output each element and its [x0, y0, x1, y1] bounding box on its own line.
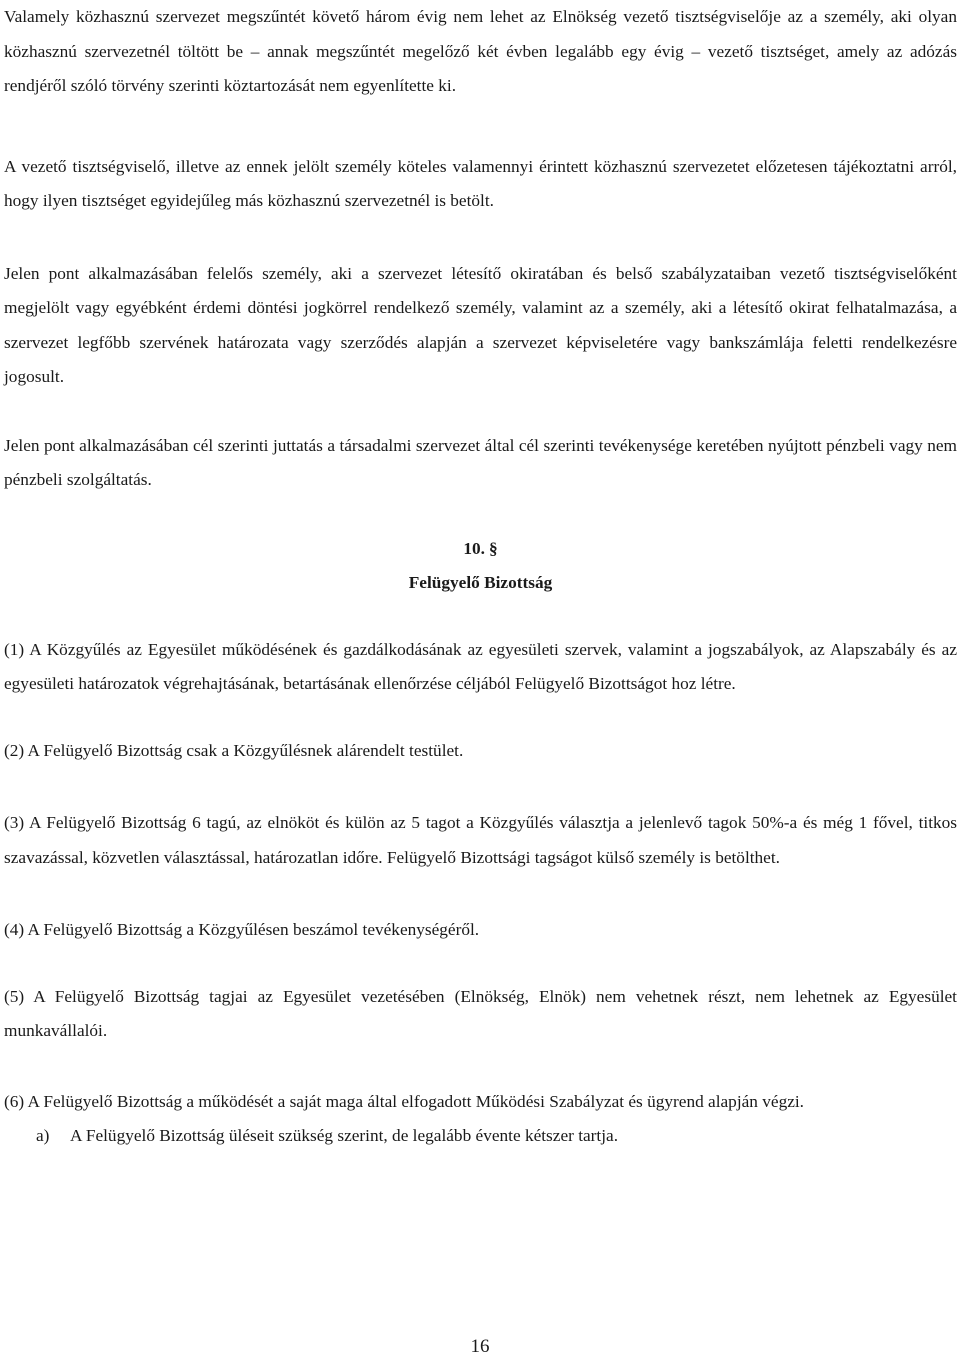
item-text: A Felügyelő Bizottság a működését a saját maga által elfogadott Működési Szabályzat és ügyrend alapján végzi. — [27, 1091, 804, 1111]
document-page — [4, 0, 957, 1154]
paragraph-purpose-benefit-definition: Jelen pont alkalmazásában cél szerinti juttatás a társadalmi szervezet által cél szerinti tevékenysége keretében nyújtott pénzbeli vagy nem pénzbeli szolgáltatás. — [4, 435, 957, 489]
item-5 — [4, 980, 957, 1049]
item-number: (6) — [4, 1091, 25, 1111]
item-number: (1) — [4, 639, 25, 659]
paragraph-responsible-person-definition: Jelen pont alkalmazásában felelős személy, aki a szervezet létesítő okiratában és belső szabályzataiban vezető tisztségviselőként megjelölt vagy egyébként érdemi döntési jogkörrel rendelkező személy, valamint az a személy, aki a létesítő okirat felhatalmazása, a szervezet legfőbb szervének határozata vagy szerződés alapján a szervezet képviseletére vagy bankszámlája feletti rendelkezésre jogosult. — [4, 263, 957, 386]
item-4 — [4, 913, 957, 948]
item-text: A Közgyűlés az Egyesület működésének és gazdálkodásának az egyesületi szervek, valamint a jogszabályok, az Alapszabály és az egyesületi határozatok végrehajtásának, betartásának ellenőrzése céljából Felügyelő Bizottságot hoz létre. — [4, 639, 957, 693]
item-number: (3) — [4, 813, 25, 832]
section-title: Felügyelő Bizottság — [408, 573, 553, 592]
item-3 — [4, 806, 957, 875]
page-number: 16 — [470, 1336, 490, 1357]
item-number: (2) — [4, 740, 25, 760]
section-number: 10. § — [4, 532, 957, 567]
sub-item-text: A Felügyelő Bizottság üléseit szükség szerint, de legalább évente kétszer tartja. — [70, 1126, 619, 1145]
sub-item-marker: a) — [36, 1126, 50, 1145]
item-text: A Felügyelő Bizottság tagjai az Egyesület vezetésében (Elnökség, Elnök) nem vehetnek részt, nem lehetnek az Egyesület munkavállalói. — [4, 986, 957, 1040]
paragraph-dissolution-rule: Valamely közhasznú szervezet megszűntét követő három évig nem lehet az Elnökség vezető tisztségviselője az a személy, aki olyan közhasznú szervezetnél töltött be – annak megszűntét megelőző két évben legalább egy évig – vezető tisztséget, amely az adózás rendjéről szóló törvény szerinti köztartozását nem egyenlítette ki. — [4, 7, 957, 95]
item-text: A Felügyelő Bizottság 6 tagú, az elnököt és külön az 5 tagot a Közgyűlés választja a jelenlevő tagok 50%-a és még 1 fővel, titkos szavazással, közvetlen választással, határozatlan időre. Felügyelő Bizottsági tagságot külső személy is betölthet. — [4, 813, 958, 867]
section-heading — [4, 532, 957, 601]
item-2 — [4, 734, 957, 769]
section-sign: § — [488, 538, 498, 558]
item-6 — [4, 1085, 957, 1120]
sub-item-a — [36, 1119, 957, 1154]
item-number: (4) — [4, 920, 25, 939]
item-text: A Felügyelő Bizottság a Közgyűlésen beszámol tevékenységéről. — [27, 920, 480, 939]
item-1 — [4, 633, 957, 702]
item-number: (5) — [4, 986, 25, 1006]
item-text: A Felügyelő Bizottság csak a Közgyűlésnek alárendelt testület. — [27, 740, 464, 760]
paragraph-notification-duty: A vezető tisztségviselő, illetve az ennek jelölt személy köteles valamennyi érintett közhasznú szervezetet előzetesen tájékoztatni arról, hogy ilyen tisztséget egyidejűleg más közhasznú szervezetnél is betölt. — [4, 156, 957, 210]
